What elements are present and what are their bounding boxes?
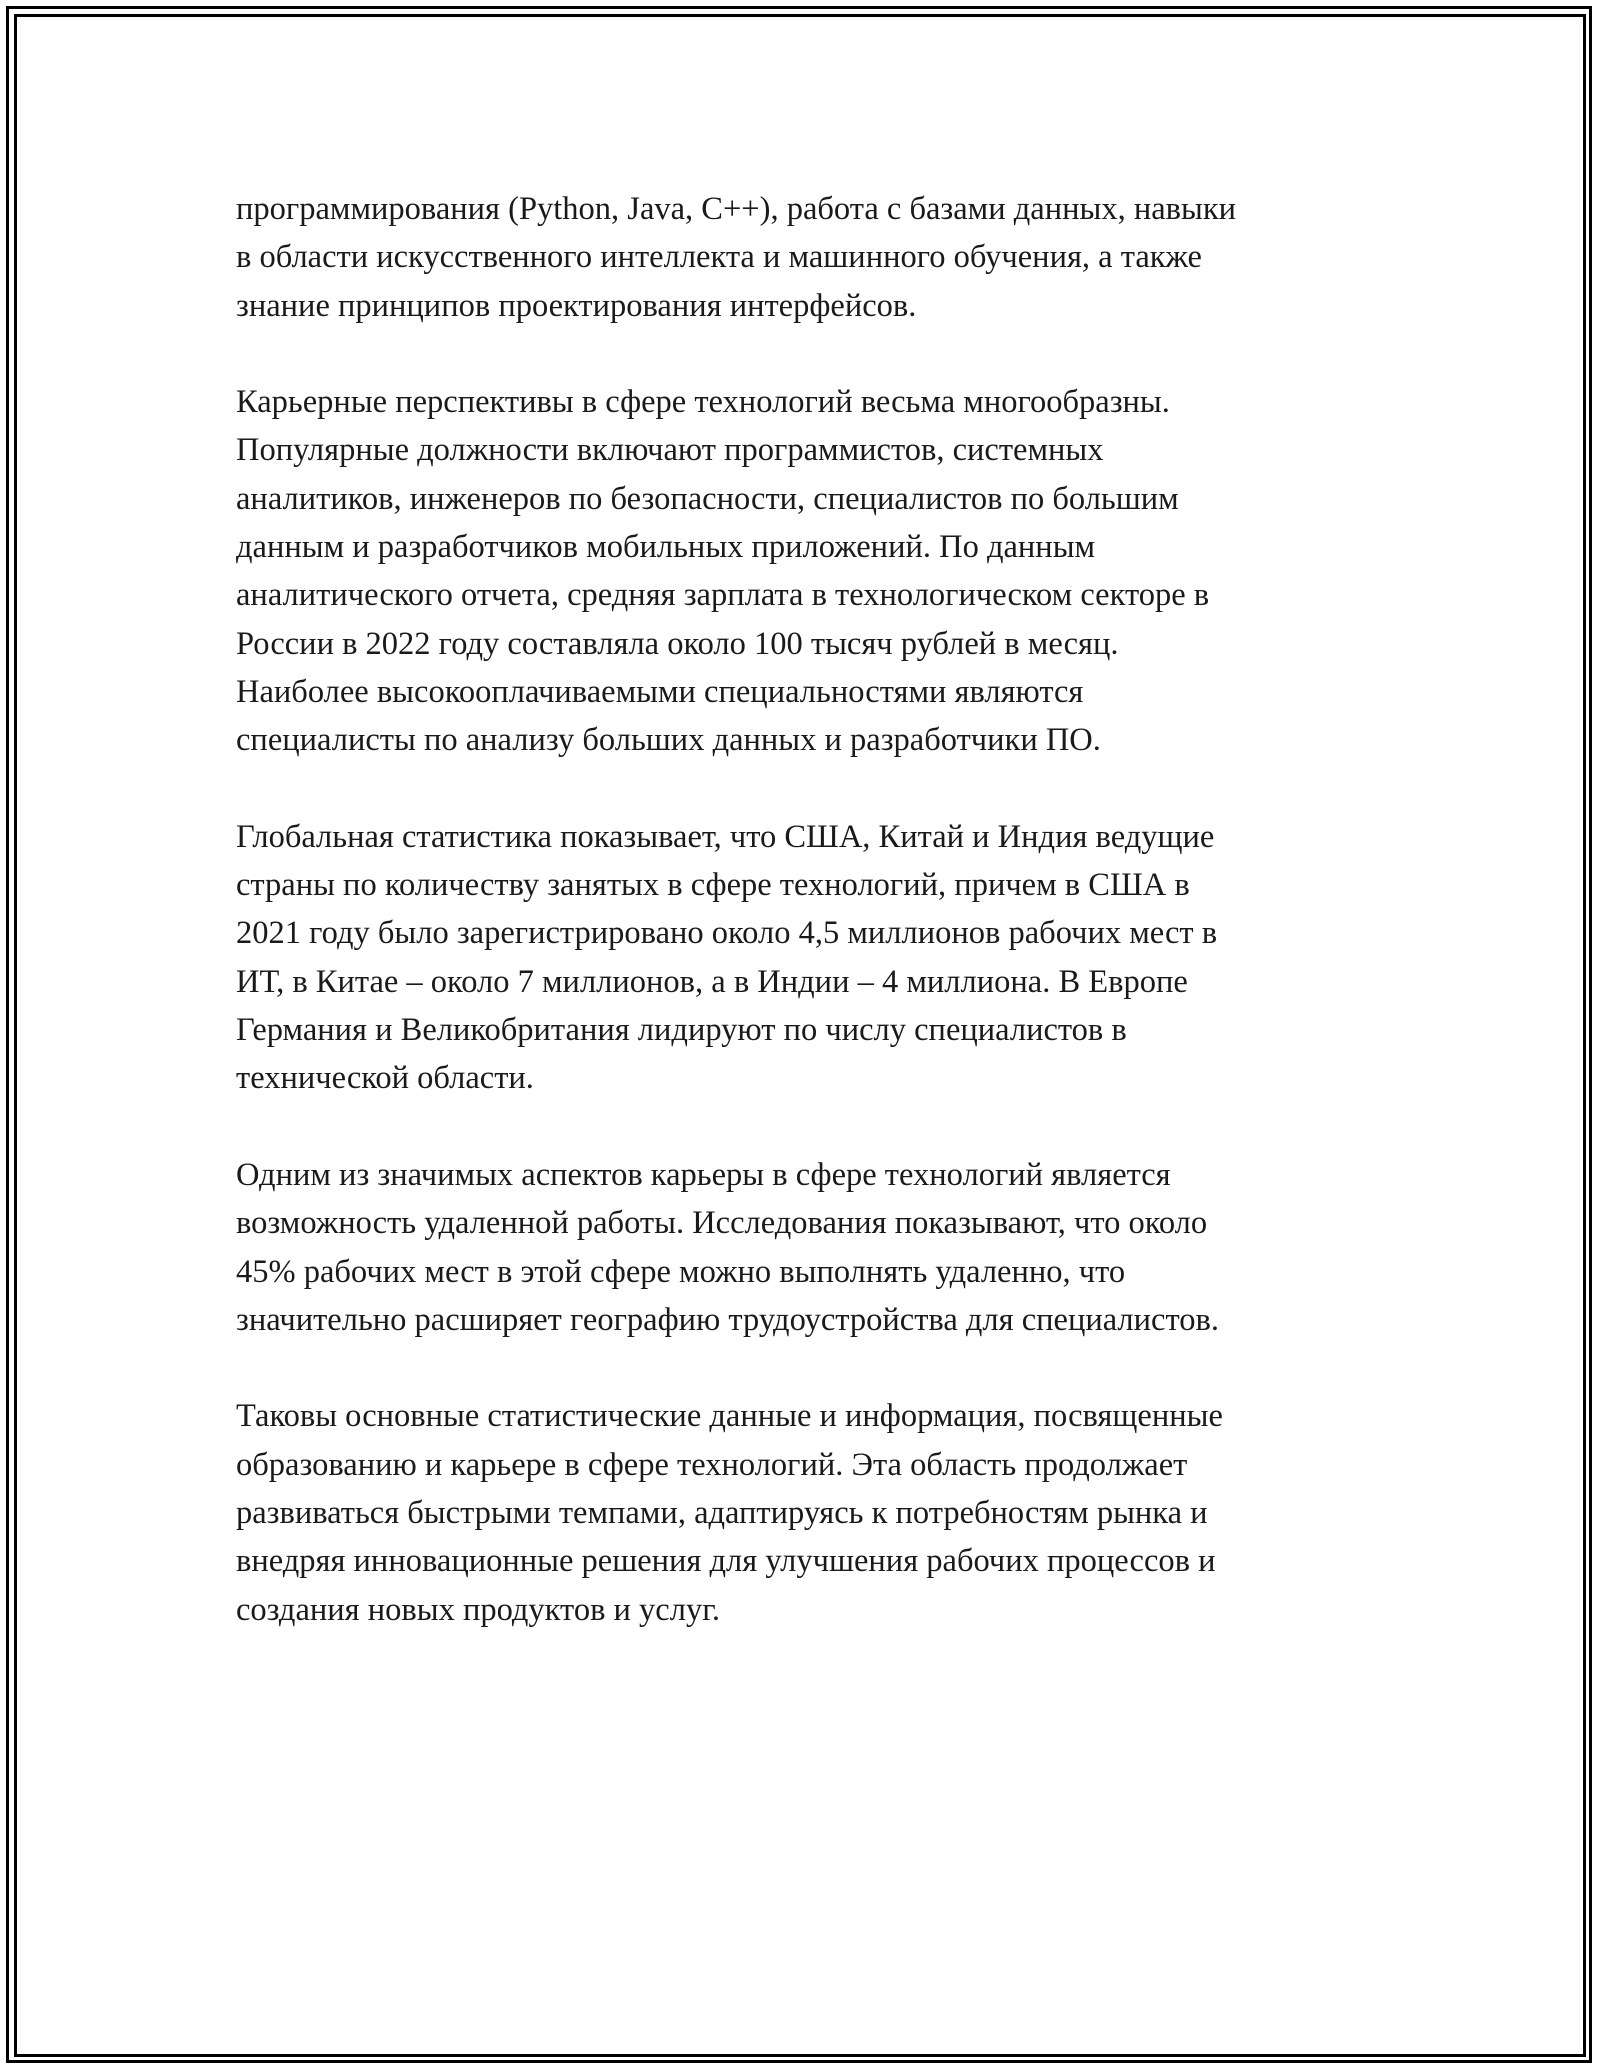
paragraph-line: программирования (Python, Java, C++), работа с базами данных, навыки	[236, 191, 1237, 227]
paragraph-line: данным и разработчиков мобильных приложений. По данным	[236, 529, 1096, 566]
document-body	[236, 185, 1366, 1682]
paragraph-line: Популярные должности включают программистов, системных	[236, 432, 1104, 469]
paragraph-line: знание принципов проектирования интерфейсов.	[236, 287, 917, 324]
paragraph-line: значительно расширяет географию трудоустройства для специалистов.	[236, 1301, 1219, 1338]
paragraph-line: аналитического отчета, средняя зарплата в технологическом секторе в	[236, 577, 1210, 614]
paragraph-line: России в 2022 году составляла около 100 тысяч рублей в месяц.	[236, 625, 1119, 662]
paragraph-line: образованию и карьере в сфере технологий. Эта область продолжает	[236, 1446, 1188, 1483]
paragraph-line: аналитиков, инженеров по безопасности, специалистов по большим	[236, 480, 1179, 517]
paragraph-line: Германия и Великобритания лидируют по числу специалистов в	[236, 1012, 1127, 1049]
paragraph-line: внедряя инновационные решения для улучшения рабочих процессов и	[236, 1543, 1216, 1580]
paragraph-line: страны по количеству занятых в сфере технологий, причем в США в	[236, 867, 1190, 904]
paragraph-1	[236, 185, 1366, 330]
paragraph-line: Карьерные перспективы в сфере технологий весьма многообразны.	[236, 384, 1170, 421]
paragraph-line: технической области.	[236, 1060, 534, 1097]
paragraph-line: возможность удаленной работы. Исследования показывают, что около	[236, 1205, 1208, 1242]
paragraph-2	[236, 378, 1366, 764]
paragraph-5	[236, 1392, 1366, 1633]
paragraph-4	[236, 1151, 1366, 1344]
paragraph-line: развиваться быстрыми темпами, адаптируясь к потребностям рынка и	[236, 1495, 1208, 1532]
paragraph-line: 2021 году было зарегистрировано около 4,5 миллионов рабочих мест в	[236, 915, 1218, 952]
paragraph-3	[236, 813, 1366, 1103]
paragraph-line: специалисты по анализу больших данных и разработчики ПО.	[236, 722, 1101, 759]
paragraph-line: ИТ, в Китае – около 7 миллионов, а в Индии – 4 миллиона. В Европе	[236, 963, 1188, 1000]
paragraph-line: Одним из значимых аспектов карьеры в сфере технологий является	[236, 1156, 1171, 1193]
paragraph-line: создания новых продуктов и услуг.	[236, 1591, 720, 1628]
paragraph-line: 45% рабочих мест в этой сфере можно выполнять удаленно, что	[236, 1253, 1126, 1290]
paragraph-line: Глобальная статистика показывает, что США, Китай и Индия ведущие	[236, 818, 1215, 855]
paragraph-line: в области искусственного интеллекта и машинного обучения, а также	[236, 239, 1202, 276]
paragraph-line: Наиболее высокооплачиваемыми специальностями являются	[236, 673, 1084, 710]
paragraph-line: Таковы основные статистические данные и информация, посвященные	[236, 1398, 1223, 1435]
